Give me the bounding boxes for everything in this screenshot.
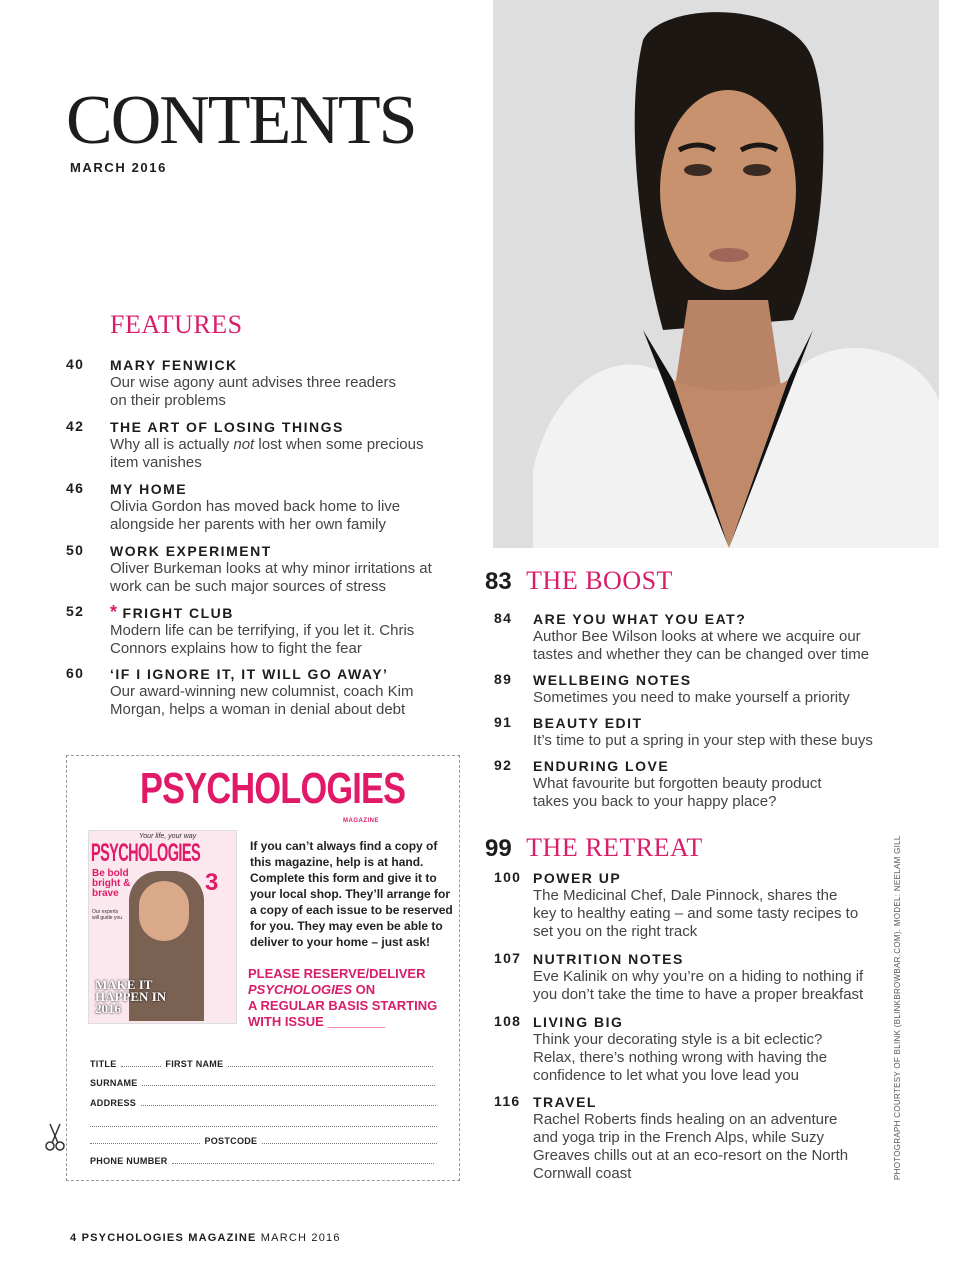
page-number: 108 bbox=[494, 1013, 522, 1029]
scissors-icon bbox=[44, 1122, 66, 1157]
page-number: 50 bbox=[66, 542, 85, 558]
psychologies-logo bbox=[140, 764, 406, 814]
section-page-number: 99 bbox=[485, 835, 512, 862]
photo-credit: PHOTOGRAPH COURTESY OF BLINK (BLINKBROWBAR.COM). MODEL: NEELAM GILL bbox=[893, 835, 902, 1180]
feature-title: WORK EXPERIMENT bbox=[110, 543, 272, 559]
postcode-label: POSTCODE bbox=[204, 1136, 258, 1146]
postcode-row bbox=[90, 1131, 437, 1149]
model-portrait-image bbox=[493, 0, 939, 548]
retreat-item[interactable] bbox=[494, 869, 894, 941]
address-line-3[interactable] bbox=[90, 1133, 200, 1144]
boost-item[interactable] bbox=[494, 714, 894, 750]
feature-title: MY HOME bbox=[110, 481, 188, 497]
cover-line-make-it-happen: MAKE IT HAPPEN IN 2016 bbox=[95, 977, 167, 1016]
magazine-cover-thumbnail bbox=[88, 830, 237, 1024]
boost-item[interactable] bbox=[494, 610, 894, 664]
feature-item[interactable] bbox=[66, 418, 466, 472]
retreat-title: LIVING BIG bbox=[533, 1014, 624, 1030]
feature-title: MARY FENWICK bbox=[110, 357, 238, 373]
page-title: CONTENTS bbox=[66, 82, 416, 159]
cover-face bbox=[139, 881, 189, 941]
page-number: 60 bbox=[66, 665, 85, 681]
footer-page-number: 4 bbox=[70, 1232, 78, 1244]
phone-row bbox=[90, 1151, 437, 1169]
retreat-description: The Medicinal Chef, Dale Pinnock, shares the key to healthy eating – and some tasty recipes to set you on the right track bbox=[533, 887, 859, 940]
boost-description: What favourite but forgotten beauty product takes you back to your happy place? bbox=[533, 775, 822, 810]
feature-item[interactable] bbox=[66, 356, 466, 410]
postcode-field[interactable] bbox=[262, 1133, 437, 1144]
boost-title: BEAUTY EDIT bbox=[533, 715, 643, 731]
page-number: 92 bbox=[494, 757, 513, 773]
boost-description: Author Bee Wilson looks at where we acquire our tastes and whether they can be changed over time bbox=[533, 628, 870, 663]
retreat-title: POWER UP bbox=[533, 870, 622, 886]
retreat-description: Eve Kalinik on why you’re on a hiding to nothing if you don’t take the time to have a proper breakfast bbox=[533, 968, 864, 1003]
section-page-number: 83 bbox=[485, 568, 512, 595]
title-label: TITLE bbox=[90, 1059, 117, 1069]
page-number: 42 bbox=[66, 418, 85, 434]
page-number: 46 bbox=[66, 480, 85, 496]
boost-title: ARE YOU WHAT YOU EAT? bbox=[533, 611, 747, 627]
feature-item[interactable] bbox=[66, 603, 466, 658]
title-field[interactable] bbox=[121, 1056, 161, 1067]
page-number: 100 bbox=[494, 869, 522, 885]
page-number: 116 bbox=[494, 1093, 521, 1109]
reserve-instruction: PLEASE RESERVE/DELIVER PSYCHOLOGIES ON A REGULAR BASIS STARTING WITH ISSUE ________ bbox=[248, 966, 438, 1029]
first-name-label: FIRST NAME bbox=[165, 1059, 224, 1069]
retreat-item[interactable] bbox=[494, 1093, 894, 1183]
feature-item[interactable] bbox=[66, 480, 466, 534]
star-icon: * bbox=[110, 602, 119, 622]
issue-date: MARCH 2016 bbox=[70, 160, 167, 175]
feature-description: Olivia Gordon has moved back home to live alongside her parents with her own family bbox=[110, 498, 401, 533]
footer-magazine: PSYCHOLOGIES MAGAZINE bbox=[81, 1232, 257, 1244]
feature-description: Why all is actually not lost when some precious item vanishes bbox=[110, 436, 424, 471]
title-firstname-row bbox=[90, 1054, 437, 1072]
retreat-description: Rachel Roberts finds healing on an adventure and yoga trip in the French Alps, while Suzy Greaves chills out at an eco-resort on the North Cornwall coast bbox=[533, 1111, 849, 1182]
feature-description: Our wise agony aunt advises three readers on their problems bbox=[110, 374, 396, 409]
page-footer bbox=[70, 1232, 341, 1244]
address-label: ADDRESS bbox=[90, 1098, 137, 1108]
page-number: 40 bbox=[66, 356, 85, 372]
cover-tagline: Your life, your way bbox=[139, 833, 197, 840]
address-line-2[interactable] bbox=[90, 1116, 437, 1127]
feature-item[interactable] bbox=[66, 665, 466, 719]
cover-masthead: PSYCHOLOGIES bbox=[91, 839, 201, 867]
cover-line-bold: Be bold bright & brave bbox=[92, 868, 131, 899]
feature-item[interactable] bbox=[66, 542, 466, 596]
form-intro-text: If you can’t always find a copy of this magazine, help is at hand. Complete this form and give it to your local shop. They’ll arrange for a copy of each issue to be reserved for you. They may even be able to deliver to your home – just ask! bbox=[250, 839, 453, 949]
cover-model-photo bbox=[493, 0, 939, 548]
boost-item[interactable] bbox=[494, 757, 894, 811]
retreat-item[interactable] bbox=[494, 1013, 894, 1085]
logo-subtitle: MAGAZINE bbox=[343, 818, 379, 824]
page-number: 107 bbox=[494, 950, 522, 966]
cover-big-number: 3 bbox=[205, 869, 219, 896]
phone-label: PHONE NUMBER bbox=[90, 1156, 168, 1166]
page-number: 89 bbox=[494, 671, 513, 687]
feature-description: Modern life can be terrifying, if you let it. Chris Connors explains how to fight the fear bbox=[110, 622, 415, 657]
boost-description: Sometimes you need to make yourself a priority bbox=[533, 689, 850, 706]
boost-description: It’s time to put a spring in your step with these buys bbox=[533, 732, 873, 749]
phone-field[interactable] bbox=[172, 1153, 434, 1164]
first-name-field[interactable] bbox=[228, 1056, 433, 1067]
feature-description: Oliver Burkeman looks at why minor irritations at work can be such major sources of stress bbox=[110, 560, 432, 595]
retreat-heading: THE RETREAT bbox=[526, 833, 703, 862]
retreat-title: NUTRITION NOTES bbox=[533, 951, 684, 967]
retreat-section-header bbox=[485, 833, 703, 863]
feature-title: * FRIGHT CLUB bbox=[110, 602, 234, 622]
feature-title: THE ART OF LOSING THINGS bbox=[110, 419, 344, 435]
feature-title: ‘IF I IGNORE IT, IT WILL GO AWAY’ bbox=[110, 666, 389, 682]
features-heading: FEATURES bbox=[110, 310, 243, 339]
address-row bbox=[90, 1093, 437, 1111]
feature-description: Our award-winning new columnist, coach Kim Morgan, helps a woman in denial about debt bbox=[110, 683, 414, 718]
boost-title: ENDURING LOVE bbox=[533, 758, 670, 774]
boost-title: WELLBEING NOTES bbox=[533, 672, 692, 688]
boost-item[interactable] bbox=[494, 671, 894, 707]
footer-issue: MARCH 2016 bbox=[260, 1232, 341, 1244]
retreat-item[interactable] bbox=[494, 950, 894, 1004]
cover-line-experts: Our experts will guide you bbox=[92, 909, 123, 921]
page-number: 52 bbox=[66, 603, 85, 619]
page-number: 84 bbox=[494, 610, 513, 626]
address-field[interactable] bbox=[141, 1095, 436, 1106]
logo-wordmark: PSYCHOLOGIES bbox=[140, 764, 406, 813]
retreat-title: TRAVEL bbox=[533, 1094, 597, 1110]
retreat-description: Think your decorating style is a bit eclectic? Relax, there’s nothing wrong with having the confidence to let what you love lead you bbox=[533, 1031, 828, 1084]
boost-heading: THE BOOST bbox=[526, 566, 673, 595]
surname-label: SURNAME bbox=[90, 1078, 138, 1088]
boost-section-header bbox=[485, 566, 673, 596]
page-number: 91 bbox=[494, 714, 513, 730]
surname-row bbox=[90, 1073, 437, 1091]
surname-field[interactable] bbox=[142, 1075, 435, 1086]
